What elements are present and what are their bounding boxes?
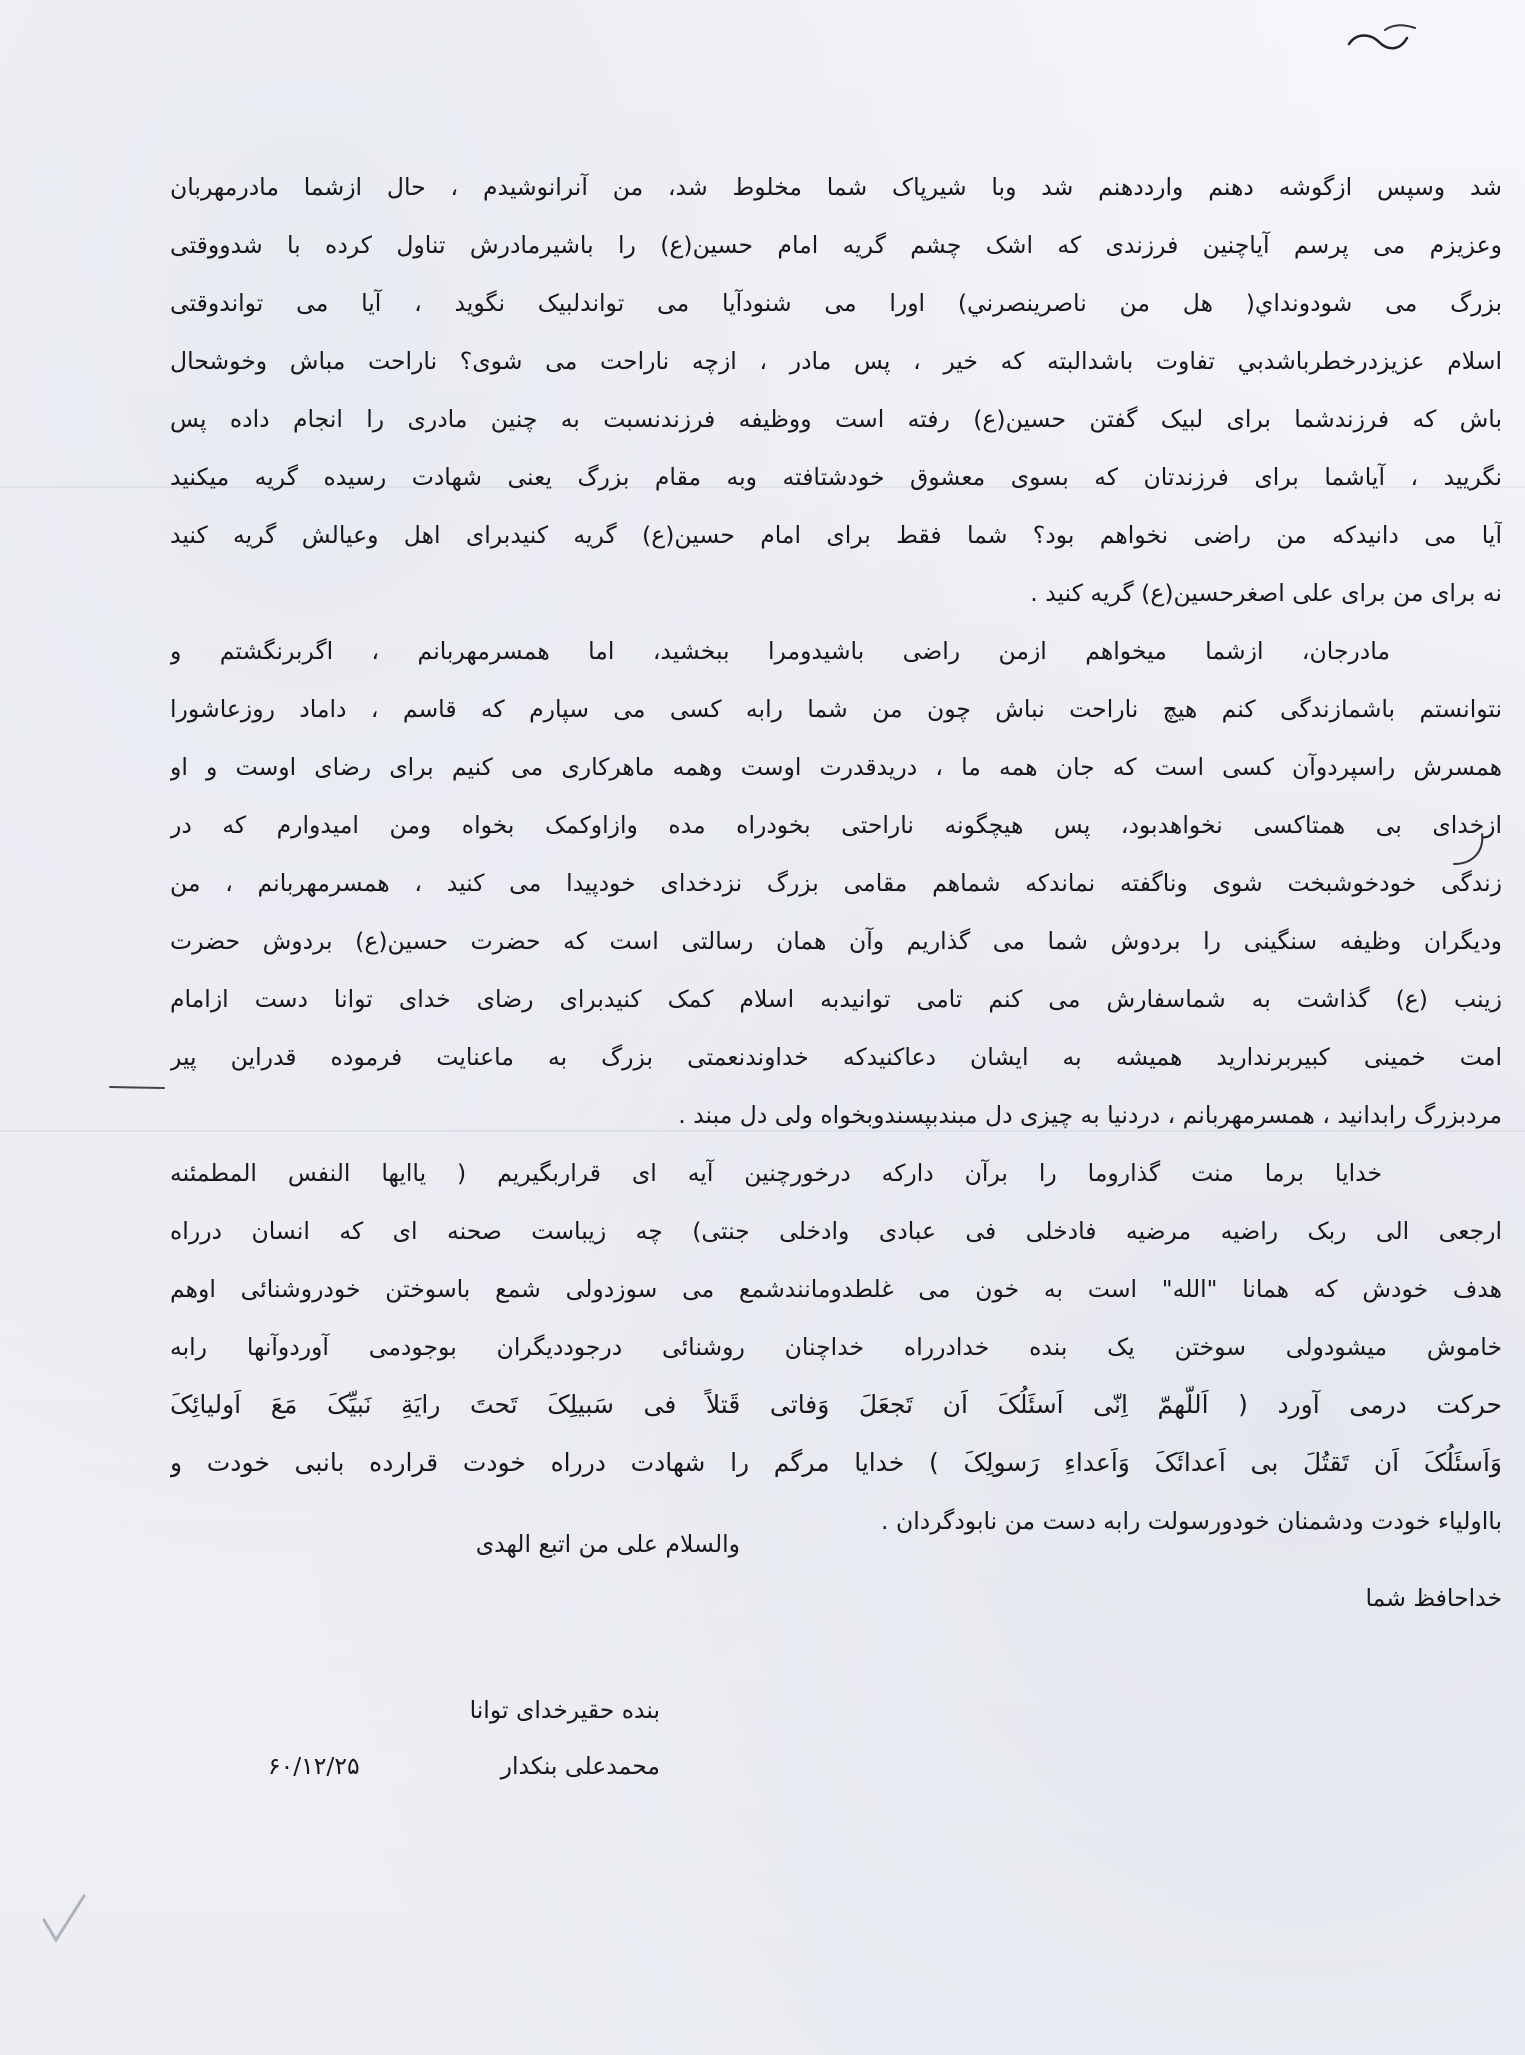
letter-line-6: نگریید ، آیاشما برای فرزندتان که بسوی معشوق خودشتافته وبه مقام بزرگ یعنی شهادت رسیده گریه میکنید	[170, 463, 1502, 491]
margin-dash-mark	[108, 1080, 168, 1094]
letter-line-18: خدایا برما منت گذاروما را برآن دارکه درخورچنین آیه ای قراربگیریم ( یاایها النفس المطمئنه	[170, 1159, 1382, 1187]
letter-line-24: بااولیاء خودت ودشمنان خودورسولت رابه دست من نابودگردان .	[881, 1507, 1502, 1535]
letter-line-16: امت خمینی کبیربرندارید همیشه به ایشان دعاکنیدکه خداوندنعمتی بزرگ به ماعنایت فرموده قدراین پیر	[170, 1043, 1502, 1071]
letter-line-8: نه برای من برای علی اصغرحسین(ع) گریه کنید .	[1030, 579, 1502, 607]
letter-line-12: ازخدای بی همتاکسی نخواهدبود، پس هیچگونه ناراحتی بخودراه مده وازاوکمک بخواه ومن امیدوارم که در	[170, 811, 1502, 839]
salutation-text: والسلام علی من اتبع الهدی	[475, 1530, 740, 1558]
letter-line-1: شد وسپس ازگوشه دهنم وارددهنم شد وبا شیرپاک شما مخلوط شد، من آنرانوشیدم ، حال ازشما مادرمهربان	[170, 173, 1502, 201]
letter-line-9: مادرجان، ازشما میخواهم ازمن راضی باشیدومرا ببخشید، اما همسرمهربانم ، اگربرنگشتم و	[170, 637, 1390, 665]
letter-line-14: ودیگران وظیفه سنگینی را بردوش شما می گذاریم وآن همان رسالتی است که حضرت حسین(ع) بردوش حضرت	[170, 927, 1502, 955]
letter-line-11: همسرش راسپردوآن کسی است که جان همه ما ، دریدقدرت اوست وهمه ماهرکاری می کنیم برای رضای اوست و او	[170, 753, 1502, 781]
letter-line-19: ارجعی الی ربک راضیه مرضیه فادخلی فی عبادی وادخلی جنتی) چه زیباست صحنه ای که انسان درراه	[170, 1217, 1502, 1245]
letter-line-10: نتوانستم باشمازندگی کنم هیچ ناراحت نباش چون من شما رابه کسی می سپارم که قاسم ، داماد روزعاشورا	[170, 695, 1502, 723]
checkmark-icon	[40, 1890, 90, 1950]
signature-name: محمدعلی بنکدار	[500, 1752, 660, 1780]
letter-line-13: زندگی خودخوشبخت شوی وناگفته نماندکه شماهم مقامی بزرگ نزدخدای خودپیدا می کنید ، همسرمهربانم ، من	[170, 869, 1502, 897]
letter-line-22-prayer: حرکت درمی آورد ( اَللّهمّ اِنّی اَسئَلُکَ اَن تَجعَلَ وَفاتی قَتلاً فی سَبیلِکَ تَحتَ رایَةِ نَبیِّکَ مَعَ اَولیائِکَ	[170, 1390, 1502, 1419]
letter-line-7: آیا می دانیدکه من راضی نخواهم بود؟ شما فقط برای امام حسین(ع) گریه کنیدبرای اهل وعیالش گریه کنید	[170, 521, 1502, 549]
letter-line-21: خاموش میشودولی سوختن یک بنده خدادرراه خداچنان روشنائی درجوددیگران بوجودمی آوردوآنها رابه	[170, 1333, 1502, 1361]
letter-body	[170, 158, 1502, 1550]
letter-line-2: وعزیزم می پرسم آیاچنین فرزندی که اشک چشم گریه امام حسین(ع) را باشیرمادرش تناول کرده با شدووقتی	[170, 231, 1502, 259]
letter-line-20: هدف خودش که همانا "الله" است به خون می غلطدومانندشمع می سوزدولی شمع باسوختن خودروشنائی اوهم	[170, 1275, 1502, 1303]
signature-date: ۶۰/۱۲/۲۵	[268, 1752, 360, 1780]
corner-scribble	[1345, 18, 1425, 58]
letter-line-15: زینب (ع) گذاشت به شماسفارش می کنم تامی توانیدبه اسلام کمک کنیدبرای رضای خدای توانا دست ازامام	[170, 985, 1502, 1013]
letter-line-3: بزرگ می شودونداي( هل من ناصرینصرني) اورا می شنودآیا می تواندلبیک نگوید ، آیا می تواندوقتی	[170, 289, 1502, 317]
letter-line-4: اسلام عزیزدرخطرباشدبي تفاوت باشدالبته که خیر ، پس مادر ، ازچه ناراحت می شوی؟ ناراحت مباش وخوشحال	[170, 347, 1502, 375]
letter-line-17: مردبزرگ رابدانید ، همسرمهربانم ، دردنیا به چیزی دل مبندبپسندوبخواه ولی دل مبند .	[678, 1101, 1502, 1129]
letter-line-23-prayer: وَاَسئَلُکَ اَن تَقتُلَ بی اَعدائَکَ وَاَعداءِ رَسولِکَ ) خدایا مرگم را شهادت درراه خودت قرارده بانبی خودت و	[170, 1448, 1502, 1477]
letter-line-5: باش که فرزندشما برای لبیک گفتن حسین(ع) رفته است ووظیفه فرزندنسبت به چنین مادری را انجام داده پس	[170, 405, 1502, 433]
signature-title: بنده حقیرخدای توانا	[469, 1696, 660, 1724]
farewell-text: خداحافظ شما	[1365, 1584, 1502, 1612]
